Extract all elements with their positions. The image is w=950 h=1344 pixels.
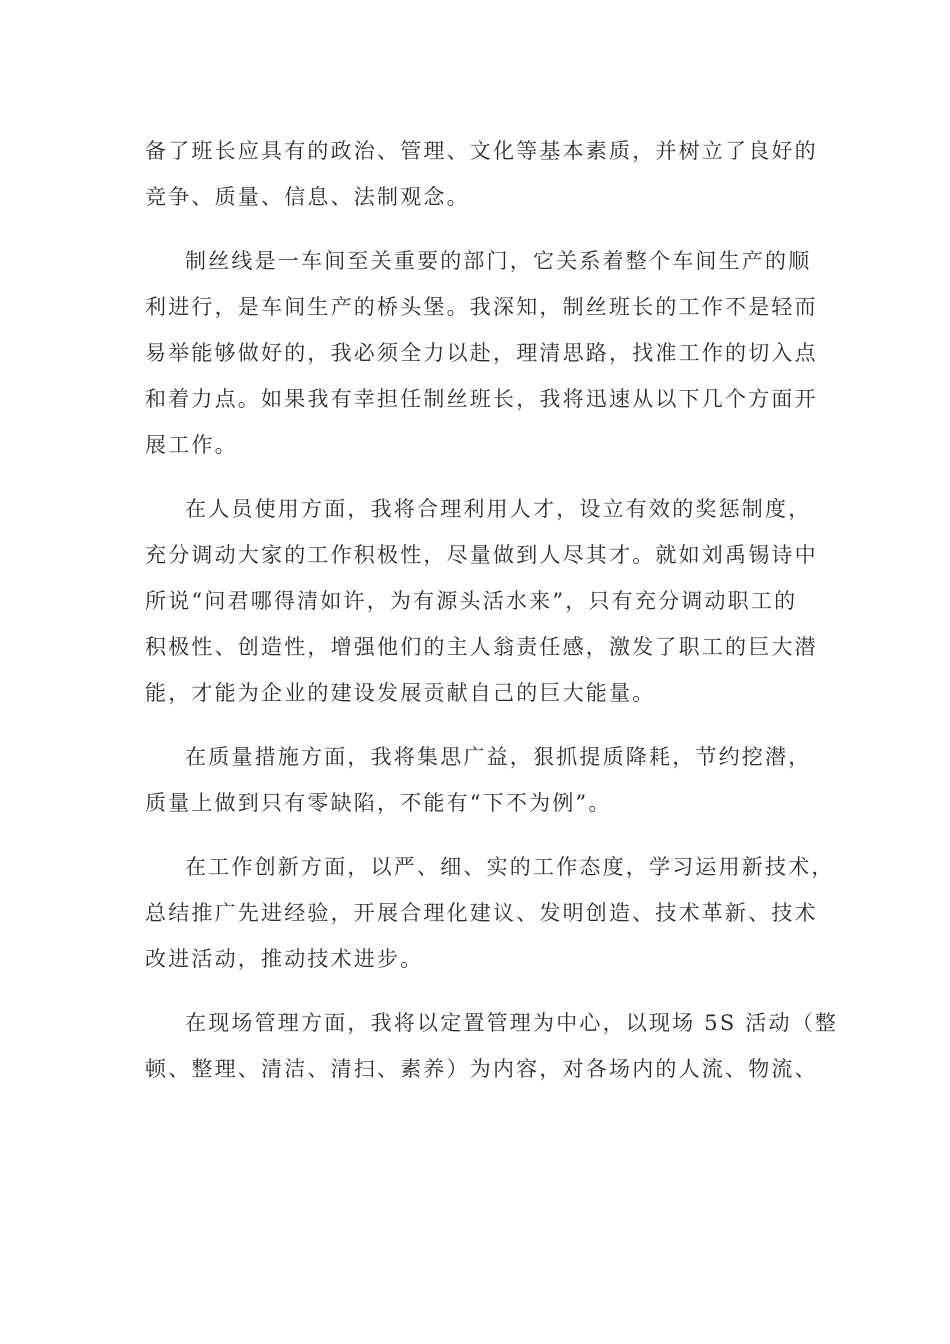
text-line: 积极性、创造性，增强他们的主人翁责任感，激发了职工的巨大潜	[145, 635, 818, 659]
text-line: 总结推广先进经验，开展合理化建议、发明创造、技术革新、技术	[145, 901, 818, 925]
paragraph	[145, 486, 818, 716]
text-line: 在质量措施方面，我将集思广益，狠抓提质降耗，节约挖潜，	[185, 745, 812, 769]
paragraph-gap	[145, 220, 805, 238]
paragraph	[145, 734, 812, 826]
paragraph-gap	[145, 826, 805, 844]
text-line: 利进行，是车间生产的桥头堡。我深知，制丝班长的工作不是轻而	[145, 295, 818, 319]
paragraph	[145, 128, 818, 220]
text-line: 所说“问君哪得清如许，为有源头活水来”，只有充分调动职工的	[145, 589, 798, 613]
paragraph	[145, 844, 835, 982]
text-line: 易举能够做好的，我必须全力以赴，理清思路，找准工作的切入点	[145, 341, 818, 365]
text-line: 顿、整理、清洁、清扫、素养）为内容，对各场内的人流、物流、	[145, 1057, 818, 1081]
text-line: 在现场管理方面，我将以定置管理为中心，以现场 5S 活动（整	[185, 1011, 839, 1035]
paragraph-gap	[145, 716, 805, 734]
text-line: 在工作创新方面，以严、细、实的工作态度，学习运用新技术，	[185, 855, 835, 879]
text-line: 制丝线是一车间至关重要的部门，它关系着整个车间生产的顺	[185, 249, 812, 273]
text-line: 质量上做到只有零缺陷，不能有“下不为例”。	[145, 791, 612, 815]
text-line: 充分调动大家的工作积极性，尽量做到人尽其才。就如刘禹锡诗中	[145, 543, 818, 567]
text-line: 和着力点。如果我有幸担任制丝班长，我将迅速从以下几个方面开	[145, 387, 818, 411]
paragraph-gap	[145, 982, 805, 1000]
text-line: 能，才能为企业的建设发展贡献自己的巨大能量。	[145, 681, 656, 705]
paragraph	[145, 1000, 839, 1092]
text-line: 备了班长应具有的政治、管理、文化等基本素质，并树立了良好的	[145, 139, 818, 163]
text-line: 展工作。	[145, 433, 238, 457]
document-body	[145, 128, 839, 1092]
text-line: 竞争、质量、信息、法制观念。	[145, 185, 470, 209]
paragraph	[145, 238, 818, 468]
text-line: 在人员使用方面，我将合理利用人才，设立有效的奖惩制度，	[185, 497, 812, 521]
text-line: 改进活动，推动技术进步。	[145, 947, 424, 971]
paragraph-gap	[145, 468, 805, 486]
